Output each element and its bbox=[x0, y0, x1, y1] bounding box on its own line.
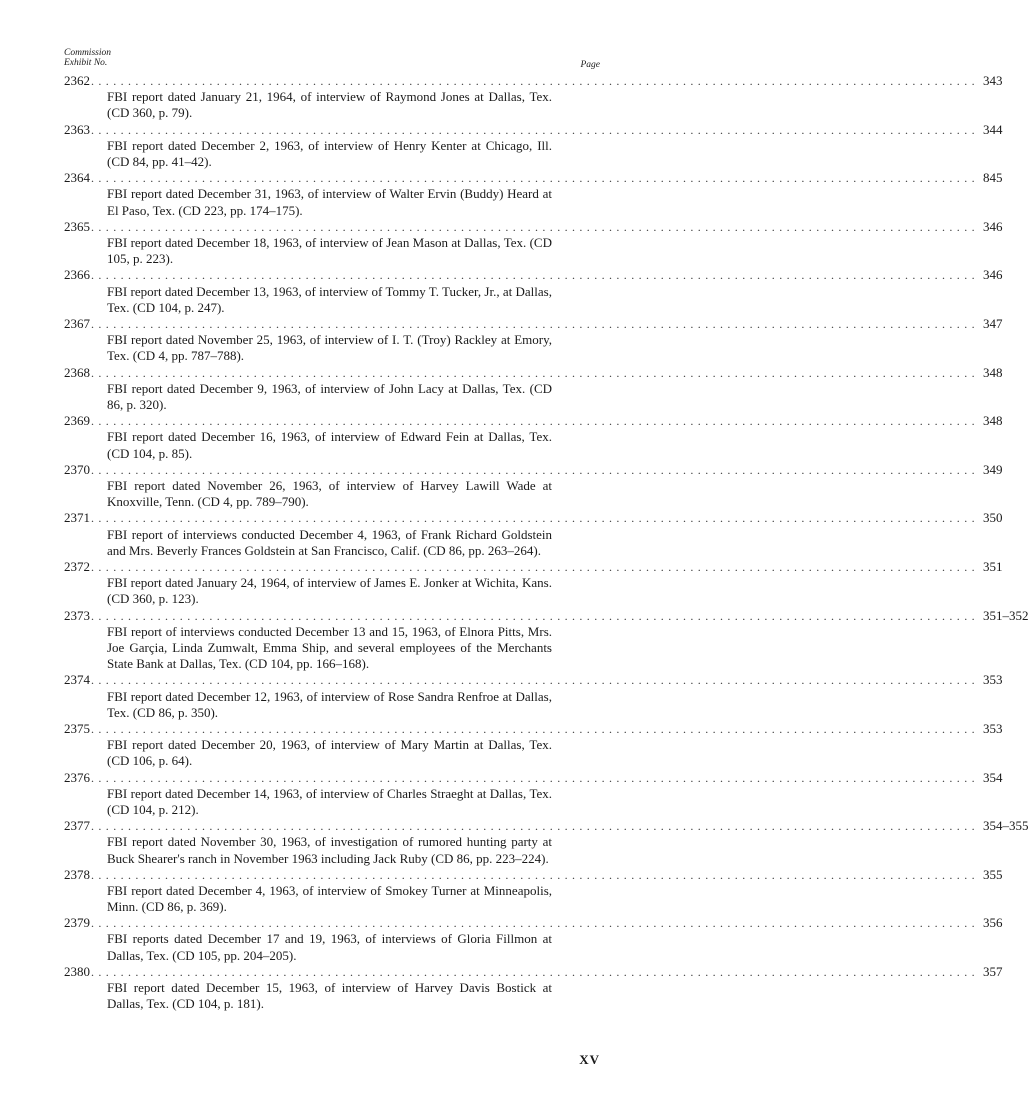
exhibit-description: FBI report dated December 18, 1963, of interview of Jean Mason at Dallas, Tex. (CD 105, p. 223). bbox=[107, 234, 552, 267]
exhibit-description: FBI report dated November 25, 1963, of interview of I. T. (Troy) Rackley at Emory, Tex. (CD 4, pp. 787–788). bbox=[107, 332, 552, 364]
dot-leader: ........................................................................................................................ bbox=[91, 414, 979, 429]
dot-leader: ........................................................................................................................ bbox=[91, 316, 979, 331]
exhibit-entry-line bbox=[64, 315, 1003, 332]
exhibit-entry bbox=[64, 963, 1003, 1013]
page-number: 354 bbox=[983, 769, 1003, 785]
exhibit-description: FBI report dated December 13, 1963, of interview of Tommy T. Tucker, Jr., at Dallas, Tex. (CD 104, p. 247). bbox=[107, 283, 552, 315]
exhibit-entry bbox=[64, 267, 1003, 316]
exhibit-entry bbox=[64, 218, 1003, 268]
page-number: 351–352 bbox=[983, 607, 1029, 623]
exhibit-entry-line bbox=[64, 607, 1029, 624]
exhibit-entry bbox=[64, 769, 1003, 819]
exhibit-entry bbox=[64, 364, 1003, 414]
exhibit-number: 2372 bbox=[64, 558, 90, 574]
page-number: 348 bbox=[983, 364, 1003, 380]
exhibit-number: 2380 bbox=[64, 963, 90, 979]
exhibit-entry-line bbox=[64, 413, 1003, 429]
dot-leader: ........................................................................................................................ bbox=[91, 268, 979, 283]
exhibit-description: FBI report of interviews conducted December 4, 1963, of Frank Richard Goldstein and Mrs. Beverly Frances Goldstein at San Francisco, Calif. (CD 86, pp. 263–264). bbox=[107, 526, 552, 558]
exhibit-entry-line bbox=[64, 218, 1003, 235]
exhibit-entry bbox=[64, 818, 1029, 867]
dot-leader: ........................................................................................................................ bbox=[91, 171, 979, 186]
exhibit-number: 2363 bbox=[64, 121, 90, 137]
exhibit-entry-line bbox=[64, 170, 1003, 186]
exhibit-number: 2367 bbox=[64, 315, 90, 331]
page-number: 343 bbox=[983, 73, 1003, 88]
exhibit-description: FBI report dated November 26, 1963, of interview of Harvey Lawill Wade at Knoxville, Tenn. (CD 4, pp. 789–790). bbox=[107, 477, 552, 510]
dot-leader: ........................................................................................................................ bbox=[91, 673, 979, 688]
exhibit-entry bbox=[64, 121, 1003, 171]
page-number: 350 bbox=[983, 510, 1003, 526]
exhibit-description: FBI reports dated December 17 and 19, 1963, of interviews of Gloria Fillmon at Dallas, Tex. (CD 105, pp. 204–205). bbox=[107, 931, 552, 963]
exhibit-entry bbox=[64, 915, 1003, 964]
exhibit-entry-line bbox=[64, 818, 1029, 834]
exhibit-entry-line bbox=[64, 672, 1003, 688]
exhibit-number: 2365 bbox=[64, 218, 90, 234]
exhibit-entry-line bbox=[64, 915, 1003, 931]
dot-leader: ........................................................................................................................ bbox=[91, 964, 979, 979]
exhibit-description: FBI report dated December 16, 1963, of interview of Edward Fein at Dallas, Tex. (CD 104, p. 85). bbox=[107, 429, 552, 461]
column-header-exhibit bbox=[64, 48, 111, 68]
exhibit-entry-line bbox=[64, 73, 1003, 89]
page-number: 845 bbox=[983, 170, 1003, 186]
exhibit-number: 2379 bbox=[64, 915, 90, 931]
exhibit-entry bbox=[64, 510, 1003, 559]
exhibit-description: FBI report dated December 9, 1963, of interview of John Lacy at Dallas, Tex. (CD 86, p. 320). bbox=[107, 380, 552, 412]
exhibit-entry-line bbox=[64, 364, 1003, 381]
exhibit-entry bbox=[64, 866, 1003, 916]
exhibit-entry-line bbox=[64, 510, 1003, 526]
page-number: 349 bbox=[983, 461, 1003, 477]
exhibit-entry-line bbox=[64, 866, 1003, 883]
dot-leader: ........................................................................................................................ bbox=[91, 721, 979, 736]
column-header-commission: Commission bbox=[64, 48, 111, 58]
exhibit-entry bbox=[64, 672, 1003, 721]
exhibit-number: 2371 bbox=[64, 510, 90, 526]
dot-leader: ........................................................................................................................ bbox=[91, 608, 979, 623]
exhibit-number: 2362 bbox=[64, 73, 90, 88]
exhibit-entry bbox=[64, 607, 1029, 673]
exhibit-number: 2369 bbox=[64, 413, 90, 429]
exhibit-description: FBI report dated December 4, 1963, of interview of Smokey Turner at Minneapolis, Minn. (CD 86, p. 369). bbox=[107, 882, 552, 915]
exhibit-entry bbox=[64, 461, 1003, 511]
page-number: 354–355 bbox=[983, 818, 1029, 834]
exhibit-number: 2364 bbox=[64, 170, 90, 186]
page-number: 347 bbox=[983, 315, 1003, 331]
page-number: 346 bbox=[983, 218, 1003, 234]
dot-leader: ........................................................................................................................ bbox=[91, 219, 979, 234]
exhibit-description: FBI report dated December 14, 1963, of interview of Charles Straeght at Dallas, Tex. (CD 104, p. 212). bbox=[107, 785, 552, 817]
dot-leader: ........................................................................................................................ bbox=[91, 122, 979, 137]
page-number: 351 bbox=[983, 558, 1003, 574]
exhibit-number: 2368 bbox=[64, 364, 90, 380]
dot-leader: ........................................................................................................................ bbox=[91, 74, 979, 88]
dot-leader: ........................................................................................................................ bbox=[91, 511, 979, 526]
page-number: 357 bbox=[983, 963, 1003, 979]
exhibit-description: FBI report dated December 20, 1963, of interview of Mary Martin at Dallas, Tex. (CD 106, p. 64). bbox=[107, 737, 552, 769]
exhibit-description: FBI report dated December 12, 1963, of interview of Rose Sandra Renfroe at Dallas, Tex. (CD 86, p. 350). bbox=[107, 688, 552, 720]
exhibit-number: 2377 bbox=[64, 818, 90, 834]
exhibit-entry-line bbox=[64, 558, 1003, 575]
dot-leader: ........................................................................................................................ bbox=[91, 867, 979, 882]
page-number: 346 bbox=[983, 267, 1003, 283]
exhibit-number: 2366 bbox=[64, 267, 90, 283]
exhibit-entry bbox=[64, 315, 1003, 365]
exhibit-number: 2378 bbox=[64, 866, 90, 882]
exhibit-entry bbox=[64, 170, 1003, 219]
exhibit-entry-line bbox=[64, 769, 1003, 786]
exhibit-entry bbox=[64, 558, 1003, 608]
exhibit-description: FBI report dated January 24, 1964, of interview of James E. Jonker at Wichita, Kans. (CD 360, p. 123). bbox=[107, 575, 552, 607]
exhibit-description: FBI report dated December 2, 1963, of interview of Henry Kenter at Chicago, Ill. (CD 84, pp. 41–42). bbox=[107, 137, 552, 169]
dot-leader: ........................................................................................................................ bbox=[91, 916, 979, 931]
dot-leader: ........................................................................................................................ bbox=[91, 365, 979, 380]
exhibit-description: FBI report dated December 31, 1963, of interview of Walter Ervin (Buddy) Heard at El Paso, Tex. (CD 223, pp. 174–175). bbox=[107, 186, 552, 218]
page-number: 355 bbox=[983, 866, 1003, 882]
exhibit-entry-line bbox=[64, 720, 1003, 737]
dot-leader: ........................................................................................................................ bbox=[91, 559, 979, 574]
column-header-exhibit-no: Exhibit No. bbox=[64, 58, 108, 68]
exhibit-entry bbox=[64, 413, 1003, 462]
exhibit-number: 2375 bbox=[64, 720, 90, 736]
exhibit-description: FBI report dated December 15, 1963, of interview of Harvey Davis Bostick at Dallas, Tex. (CD 104, p. 181). bbox=[107, 980, 552, 1012]
dot-leader: ........................................................................................................................ bbox=[91, 462, 979, 477]
column-header-page: Page bbox=[580, 60, 600, 70]
exhibit-number: 2376 bbox=[64, 769, 90, 785]
exhibit-description: FBI report dated January 21, 1964, of interview of Raymond Jones at Dallas, Tex. (CD 360, p. 79). bbox=[107, 89, 552, 121]
exhibit-number: 2373 bbox=[64, 607, 90, 623]
exhibit-entry bbox=[64, 720, 1003, 770]
exhibit-entry bbox=[64, 73, 1003, 122]
exhibit-number: 2370 bbox=[64, 461, 90, 477]
exhibit-description: FBI report dated November 30, 1963, of investigation of rumored hunting party at Buck Shearer's ranch in November 1963 including Jack Ruby (CD 86, pp. 223–224). bbox=[107, 834, 552, 866]
dot-leader: ........................................................................................................................ bbox=[91, 819, 979, 834]
exhibit-description: FBI report of interviews conducted December 13 and 15, 1963, of Elnora Pitts, Mrs. Joe Garçia, Linda Zumwalt, Emma Ship, and several employees of the Merchants State Bank at Dallas, Tex. (CD 104, pp. 166–168). bbox=[107, 623, 552, 672]
exhibit-number: 2374 bbox=[64, 672, 90, 688]
exhibit-list bbox=[64, 73, 1029, 1012]
page-number: 348 bbox=[983, 413, 1003, 429]
exhibit-entry-line bbox=[64, 461, 1003, 478]
exhibit-entry-line bbox=[64, 267, 1003, 283]
dot-leader: ........................................................................................................................ bbox=[91, 770, 979, 785]
exhibit-entry-line bbox=[64, 963, 1003, 980]
page-number: 353 bbox=[983, 672, 1003, 688]
page-number: 356 bbox=[983, 915, 1003, 931]
page-number: 353 bbox=[983, 720, 1003, 736]
page-folio: XV bbox=[579, 1052, 600, 1067]
page-number: 344 bbox=[983, 121, 1003, 137]
exhibit-entry-line bbox=[64, 121, 1003, 138]
